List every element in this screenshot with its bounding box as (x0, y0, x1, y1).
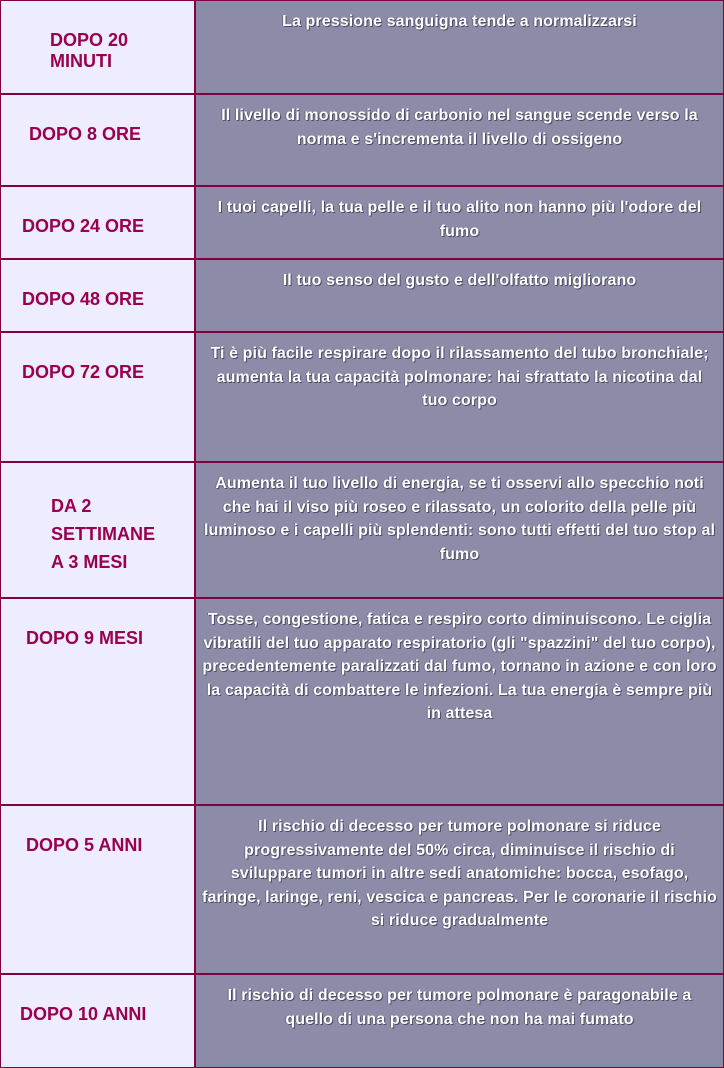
table-row (0, 598, 724, 805)
effect-text: Ti è più facile respirare dopo il rilassamento del tubo bronchiale; aumenta la tua capacità polmonare: hai sfrattato la nicotina dal tuo corpo (210, 345, 709, 409)
time-cell (0, 0, 195, 94)
effect-cell (195, 94, 724, 186)
table-row (0, 974, 724, 1068)
time-cell (0, 94, 195, 186)
time-label: DOPO 72 ORE (22, 362, 145, 382)
effect-cell (195, 598, 724, 805)
effect-text: I tuoi capelli, la tua pelle e il tuo alito non hanno più l'odore del fumo (217, 199, 702, 240)
table-row (0, 805, 724, 974)
effect-cell (195, 0, 724, 94)
table-row (0, 94, 724, 186)
effect-cell (195, 259, 724, 332)
time-label: DOPO 48 ORE (22, 289, 145, 309)
table-row (0, 259, 724, 332)
time-label: DOPO 10 ANNI (20, 1004, 147, 1024)
effect-text: Aumenta il tuo livello di energia, se ti osservi allo specchio noti che hai il viso più roseo e rilassato, un colorito della pelle più luminoso e i capelli più splendenti: sono tutti effetti del tuo stop al fumo (203, 475, 716, 563)
time-label: DOPO 8 ORE (29, 124, 142, 144)
time-label: DOPO 5 ANNI (26, 835, 143, 855)
time-label: DOPO 9 MESI (26, 628, 144, 648)
table-row (0, 0, 724, 94)
time-cell (0, 974, 195, 1068)
effect-text: Il rischio di decesso per tumore polmonare è paragonabile a quello di una persona che non ha mai fumato (227, 987, 692, 1028)
effect-text: Il tuo senso del gusto e dell'olfatto migliorano (282, 272, 637, 289)
time-cell (0, 598, 195, 805)
table-row (0, 186, 724, 259)
time-cell (0, 332, 195, 462)
effect-cell (195, 974, 724, 1068)
time-cell (0, 186, 195, 259)
time-cell (0, 805, 195, 974)
time-label: DOPO 20 MINUTI (50, 30, 129, 71)
effect-text: La pressione sanguigna tende a normalizzarsi (282, 13, 637, 30)
time-label: DOPO 24 ORE (22, 216, 145, 236)
effect-text: Il rischio di decesso per tumore polmonare si riduce progressivamente del 50% circa, diminuisce il rischio di sviluppare tumori in altre sedi anatomiche: bocca, esofago, faringe, laringe, reni, vescica e pancreas. Per le coronarie il rischio si riduce gradualmente (202, 818, 717, 929)
time-cell (0, 462, 195, 598)
time-label: DA 2 SETTIMANE A 3 MESI (51, 496, 156, 572)
effect-cell (195, 805, 724, 974)
table-row (0, 332, 724, 462)
table-row (0, 462, 724, 598)
effect-text: Tosse, congestione, fatica e respiro corto diminuiscono. Le ciglia vibratili del tuo apparato respiratorio (gli "spazzini" del tuo corpo), precedentemente paralizzati dal fumo, tornano in azione e con loro la capacità di combattere le infezioni. La tua energia è sempre più in attesa (202, 611, 717, 722)
time-cell (0, 259, 195, 332)
effect-text: Il livello di monossido di carbonio nel sangue scende verso la norma e s'incrementa il livello di ossigeno (221, 107, 698, 148)
effect-cell (195, 462, 724, 598)
effect-cell (195, 332, 724, 462)
effect-cell (195, 186, 724, 259)
